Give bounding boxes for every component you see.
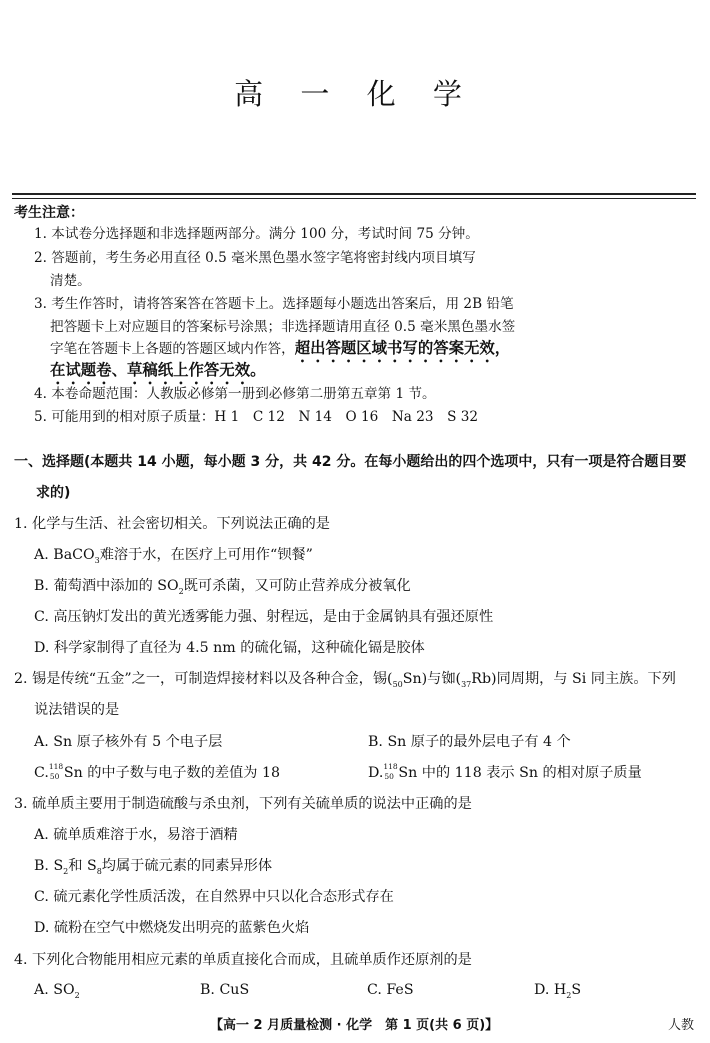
q4-stem: 4. 下列化合物能用相应元素的单质直接化合而成，且硫单质作还原剂的是 [14, 952, 472, 968]
q2-option-b: B. Sn 原子的最外层电子有 4 个 [368, 734, 571, 750]
q4-option-a: A. $SO_2$ [34, 982, 80, 1000]
header-rule-thin [12, 198, 696, 199]
q1-option-a: A. BaCO$_3$难溶于水，在医疗上可用作“钡餐” [34, 547, 313, 565]
notice-heading: 考生注意： [14, 205, 84, 221]
section-1-heading-line2: 求的) [36, 485, 71, 501]
notice-item-3-warning-2: 在试题卷、草稿纸上作答无效。 [50, 361, 266, 379]
q2-stem-line1: 2. 锡是传统“五金”之一，可制造焊接材料以及各种合金，锡$(_{50}Sn)$与铷$(_{37}Rb)$同周期，与 Si 同主族。下列 [14, 671, 676, 689]
notice-item-5: 5. 可能用到的相对原子质量：H 1 C 12 N 14 O 16 Na 23 S 32 [34, 409, 479, 425]
q3-option-d: D. 硫粉在空气中燃烧发出明亮的蓝紫色火焰 [34, 920, 310, 936]
page-footer: 【高一 2 月质量检测 · 化学 第 1 页(共 6 页)】 [210, 1018, 499, 1033]
notice-item-3-warning-1: 超出答题区域书写的答案无效， [294, 339, 511, 357]
header-rule-thick [12, 193, 696, 195]
q2-stem-line2: 说法错误的是 [34, 702, 120, 718]
footer-edition: 人教 [668, 1018, 695, 1033]
q3-stem: 3. 硫单质主要用于制造硫酸与杀虫剂，下列有关硫单质的说法中正确的是 [14, 796, 472, 812]
notice-item-2-line1: 2. 答题前，考生务必用直径 0.5 毫米黑色墨水签字笔将密封线内项目填写 [34, 250, 476, 266]
q2-option-c: C. 118 50 Sn 的中子数与电子数的差值为 18 [34, 762, 281, 781]
q1-option-c: C. 高压钠灯发出的黄光透雾能力强、射程远，是由于金属钠具有强还原性 [34, 609, 494, 625]
notice-item-3-line2: 把答题卡上对应题目的答案标号涂黑；非选择题请用直径 0.5 毫米黑色墨水签 [50, 319, 516, 335]
exam-title: 高 一 化 学 [234, 77, 476, 111]
q4-option-c: C. FeS [367, 982, 414, 998]
notice-item-1: 1. 本试卷分选择题和非选择题两部分。满分 100 分，考试时间 75 分钟。 [34, 226, 479, 242]
section-1-heading-line1: 一、选择题(本题共 14 小题，每小题 3 分，共 42 分。在每小题给出的四个选项中，只有一项是符合题目要 [14, 454, 687, 470]
q1-stem: 1. 化学与生活、社会密切相关。下列说法正确的是 [14, 516, 330, 532]
q3-option-a: A. 硫单质难溶于水，易溶于酒精 [34, 827, 238, 843]
notice-item-3-line3-plain: 字笔在答题卡上各题的答题区域内作答， [50, 341, 295, 357]
q4-option-d: D. $H_2S$ [534, 982, 582, 1000]
q4-option-b: B. CuS [200, 982, 250, 998]
notice-item-2-line2: 清楚。 [50, 273, 91, 289]
q3-option-b: B. $S_2$和 $S_8$均属于硫元素的同素异形体 [34, 858, 273, 876]
q1-option-b: B. 葡萄酒中添加的 $SO_2$既可杀菌，又可防止营养成分被氧化 [34, 578, 411, 596]
q3-option-c: C. 硫元素化学性质活泼，在自然界中只以化合态形式存在 [34, 889, 394, 905]
notice-item-3-line1: 3. 考生作答时，请将答案答在答题卡上。选择题每小题选出答案后，用 2B 铅笔 [34, 296, 514, 312]
q2-option-a: A. Sn 原子核外有 5 个电子层 [34, 734, 223, 750]
notice-item-4: 4. 本卷命题范围：人教版必修第一册到必修第二册第五章第 1 节。 [34, 386, 436, 402]
q2-option-d: D. 118 50 Sn 中的 118 表示 Sn 的相对原子质量 [368, 762, 642, 781]
q1-option-d: D. 科学家制得了直径为 4.5 nm 的硫化镉，这种硫化镉是胶体 [34, 640, 425, 656]
